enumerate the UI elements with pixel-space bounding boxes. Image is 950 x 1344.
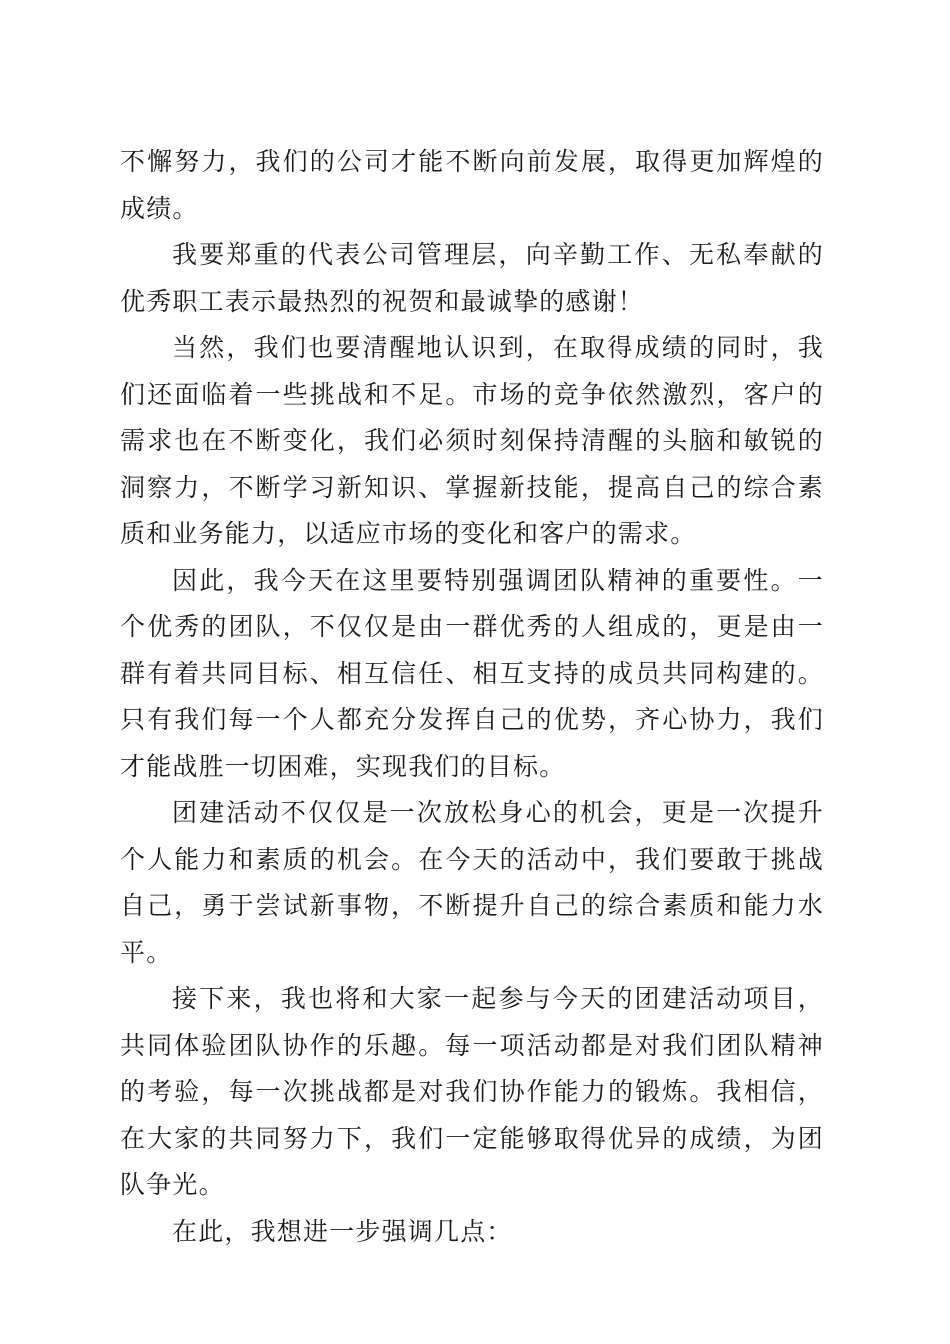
paragraph-team-building: 团建活动不仅仅是一次放松身心的机会，更是一次提升个人能力和素质的机会。在今天的活动中，我们要敢于挑战自己，勇于尝试新事物，不断提升自己的综合素质和能力水平。 bbox=[120, 798, 824, 967]
paragraph-challenges: 当然，我们也要清醒地认识到，在取得成绩的同时，我们还面临着一些挑战和不足。市场的竞争依然激烈，客户的需求也在不断变化，我们必须时刻保持清醒的头脑和敏锐的洞察力，不断学习新知识、掌握新技能，提高自己的综合素质和业务能力，以适应市场的变化和客户的需求。 bbox=[120, 333, 824, 548]
paragraph-activities: 接下来，我也将和大家一起参与今天的团建活动项目，共同体验团队协作的乐趣。每一项活动都是对我们团队精神的考验，每一次挑战都是对我们协作能力的锻炼。我相信，在大家的共同努力下，我们一定能够取得优异的成绩，为团队争光。 bbox=[120, 984, 824, 1199]
paragraph-key-points: 在此，我想进一步强调几点： bbox=[172, 1216, 513, 1246]
paragraph-continuation: 不懈努力，我们的公司才能不断向前发展，取得更加辉煌的成绩。 bbox=[120, 147, 824, 223]
paragraph-thanks: 我要郑重的代表公司管理层，向辛勤工作、无私奉献的优秀职工表示最热烈的祝贺和最诚挚的感谢！ bbox=[120, 240, 824, 316]
document-body bbox=[120, 139, 824, 1255]
paragraph-team-spirit: 因此，我今天在这里要特别强调团队精神的重要性。一个优秀的团队，不仅仅是由一群优秀的人组成的，更是由一群有着共同目标、相互信任、相互支持的成员共同构建的。只有我们每一个人都充分发挥自己的优势，齐心协力，我们才能战胜一切困难，实现我们的目标。 bbox=[120, 565, 824, 781]
